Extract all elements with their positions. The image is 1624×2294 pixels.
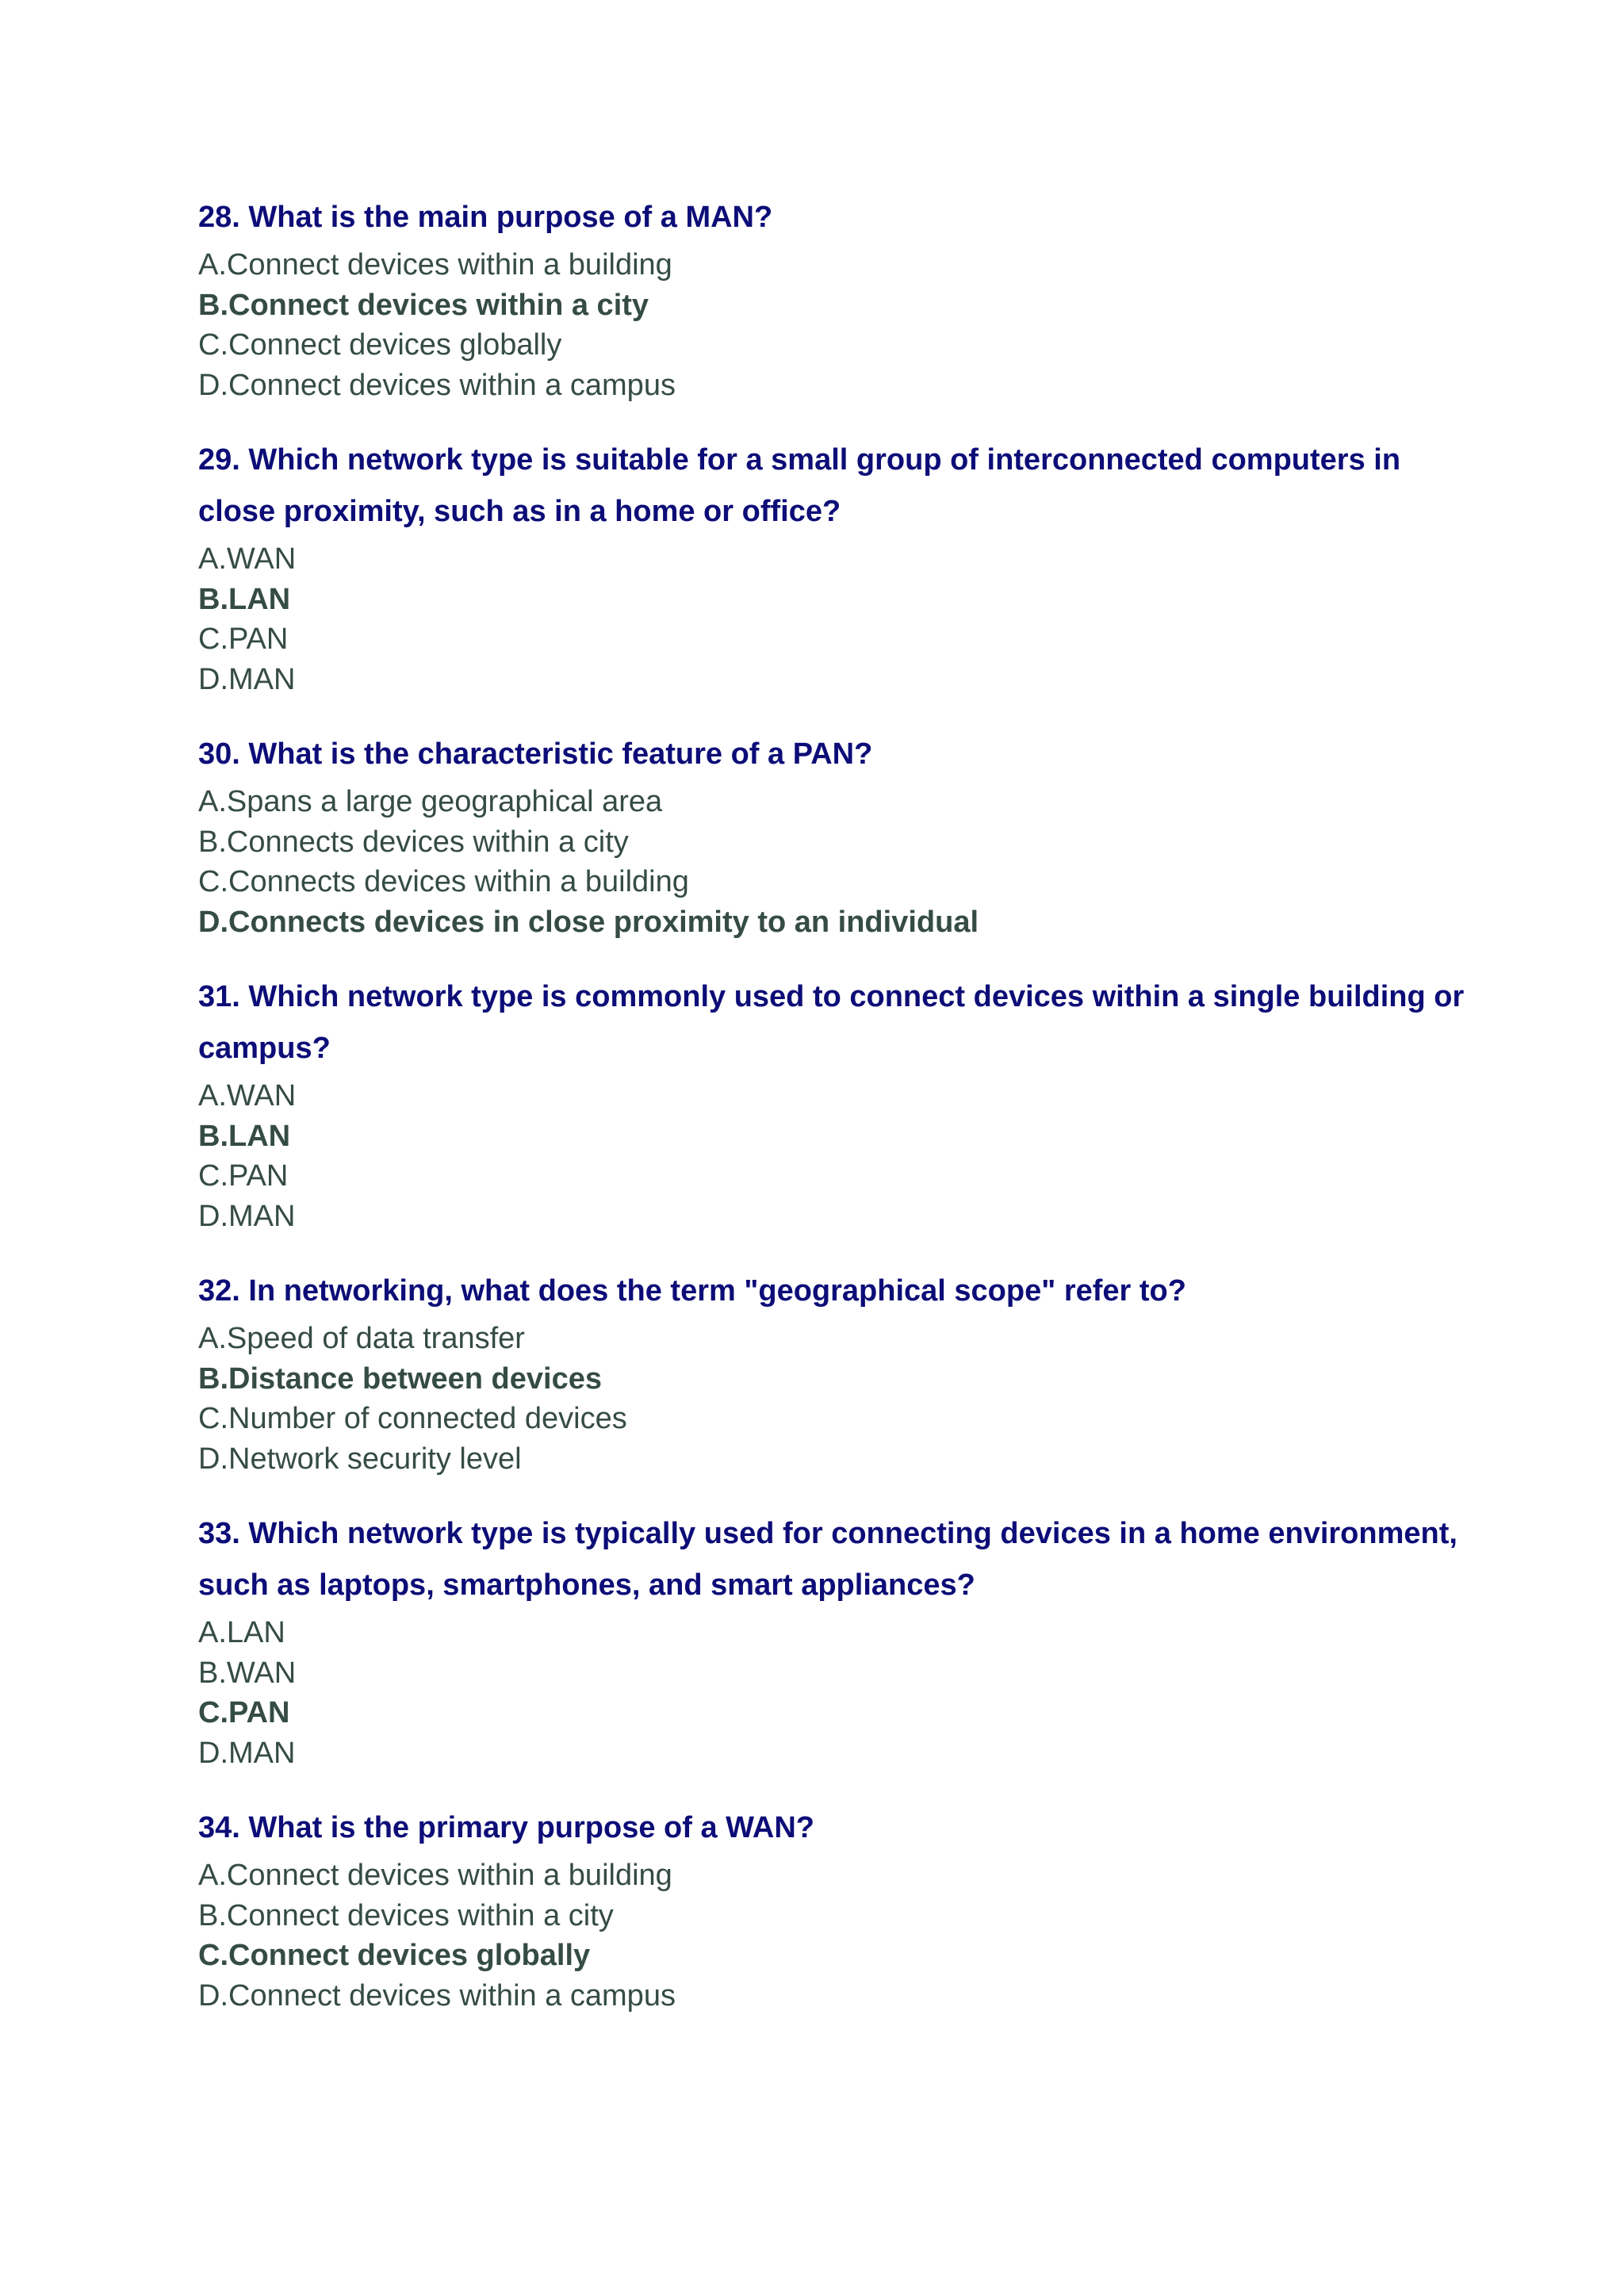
spacer bbox=[198, 942, 1467, 971]
question-title: 33. Which network type is typically used for connecting devices in a home environment, such as laptops, smartphones, and smart appliances? bbox=[198, 1517, 1457, 1602]
question-30 bbox=[198, 729, 1467, 942]
question-title: 31. Which network type is commonly used to connect devices within a single building or campus? bbox=[198, 980, 1465, 1065]
answer-option-correct: C.Connect devices globally bbox=[198, 1939, 591, 1972]
question-title: 34. What is the primary purpose of a WAN? bbox=[198, 1811, 815, 1844]
answer-option-correct: C.PAN bbox=[198, 1696, 290, 1729]
answer-option: A.WAN bbox=[198, 1079, 297, 1113]
question-29 bbox=[198, 435, 1467, 699]
question-28 bbox=[198, 192, 1467, 405]
question-34 bbox=[198, 1802, 1467, 2016]
answer-option: A.Spans a large geographical area bbox=[198, 785, 663, 818]
answer-option-correct: B.LAN bbox=[198, 1119, 291, 1153]
answer-option: A.Connect devices within a building bbox=[198, 1859, 672, 1892]
spacer bbox=[198, 405, 1467, 435]
answer-option: C.PAN bbox=[198, 1159, 289, 1193]
question-title: 32. In networking, what does the term "geographical scope" refer to? bbox=[198, 1274, 1186, 1308]
answer-option: C.Number of connected devices bbox=[198, 1402, 627, 1435]
answer-option-correct: B.Connect devices within a city bbox=[198, 288, 649, 322]
answer-option: A.LAN bbox=[198, 1616, 285, 1649]
answer-option: D.Connect devices within a campus bbox=[198, 1978, 676, 2013]
spacer bbox=[198, 1236, 1467, 1266]
quiz-page bbox=[198, 192, 1467, 2016]
answer-option-correct: B.LAN bbox=[198, 582, 291, 616]
answer-option: D.MAN bbox=[198, 662, 296, 696]
spacer bbox=[198, 1479, 1467, 1508]
answer-option: C.Connects devices within a building bbox=[198, 865, 689, 898]
question-33 bbox=[198, 1508, 1467, 1773]
answer-option: A.WAN bbox=[198, 542, 297, 576]
question-title: 30. What is the characteristic feature of a PAN? bbox=[198, 737, 873, 771]
answer-option-correct: D.Connects devices in close proximity to an individual bbox=[198, 905, 979, 939]
answer-option: D.MAN bbox=[198, 1199, 296, 1233]
spacer bbox=[198, 699, 1467, 729]
answer-option: B.Connects devices within a city bbox=[198, 825, 629, 859]
answer-option: D.Connect devices within a campus bbox=[198, 368, 676, 402]
answer-option: A.Connect devices within a building bbox=[198, 248, 672, 281]
answer-option: A.Speed of data transfer bbox=[198, 1322, 525, 1355]
question-title: 28. What is the main purpose of a MAN? bbox=[198, 201, 773, 234]
answer-option: D.MAN bbox=[198, 1736, 296, 1770]
answer-option: B.WAN bbox=[198, 1656, 297, 1690]
question-32 bbox=[198, 1266, 1467, 1479]
spacer bbox=[198, 1773, 1467, 1802]
answer-option-correct: B.Distance between devices bbox=[198, 1361, 602, 1396]
answer-option: B.Connect devices within a city bbox=[198, 1898, 614, 1932]
answer-option: D.Network security level bbox=[198, 1442, 522, 1476]
answer-option: C.Connect devices globally bbox=[198, 328, 562, 362]
question-31 bbox=[198, 971, 1467, 1236]
answer-option: C.PAN bbox=[198, 622, 289, 656]
question-title: 29. Which network type is suitable for a small group of interconnected computers in close proximity, such as in a home or office? bbox=[198, 443, 1401, 528]
